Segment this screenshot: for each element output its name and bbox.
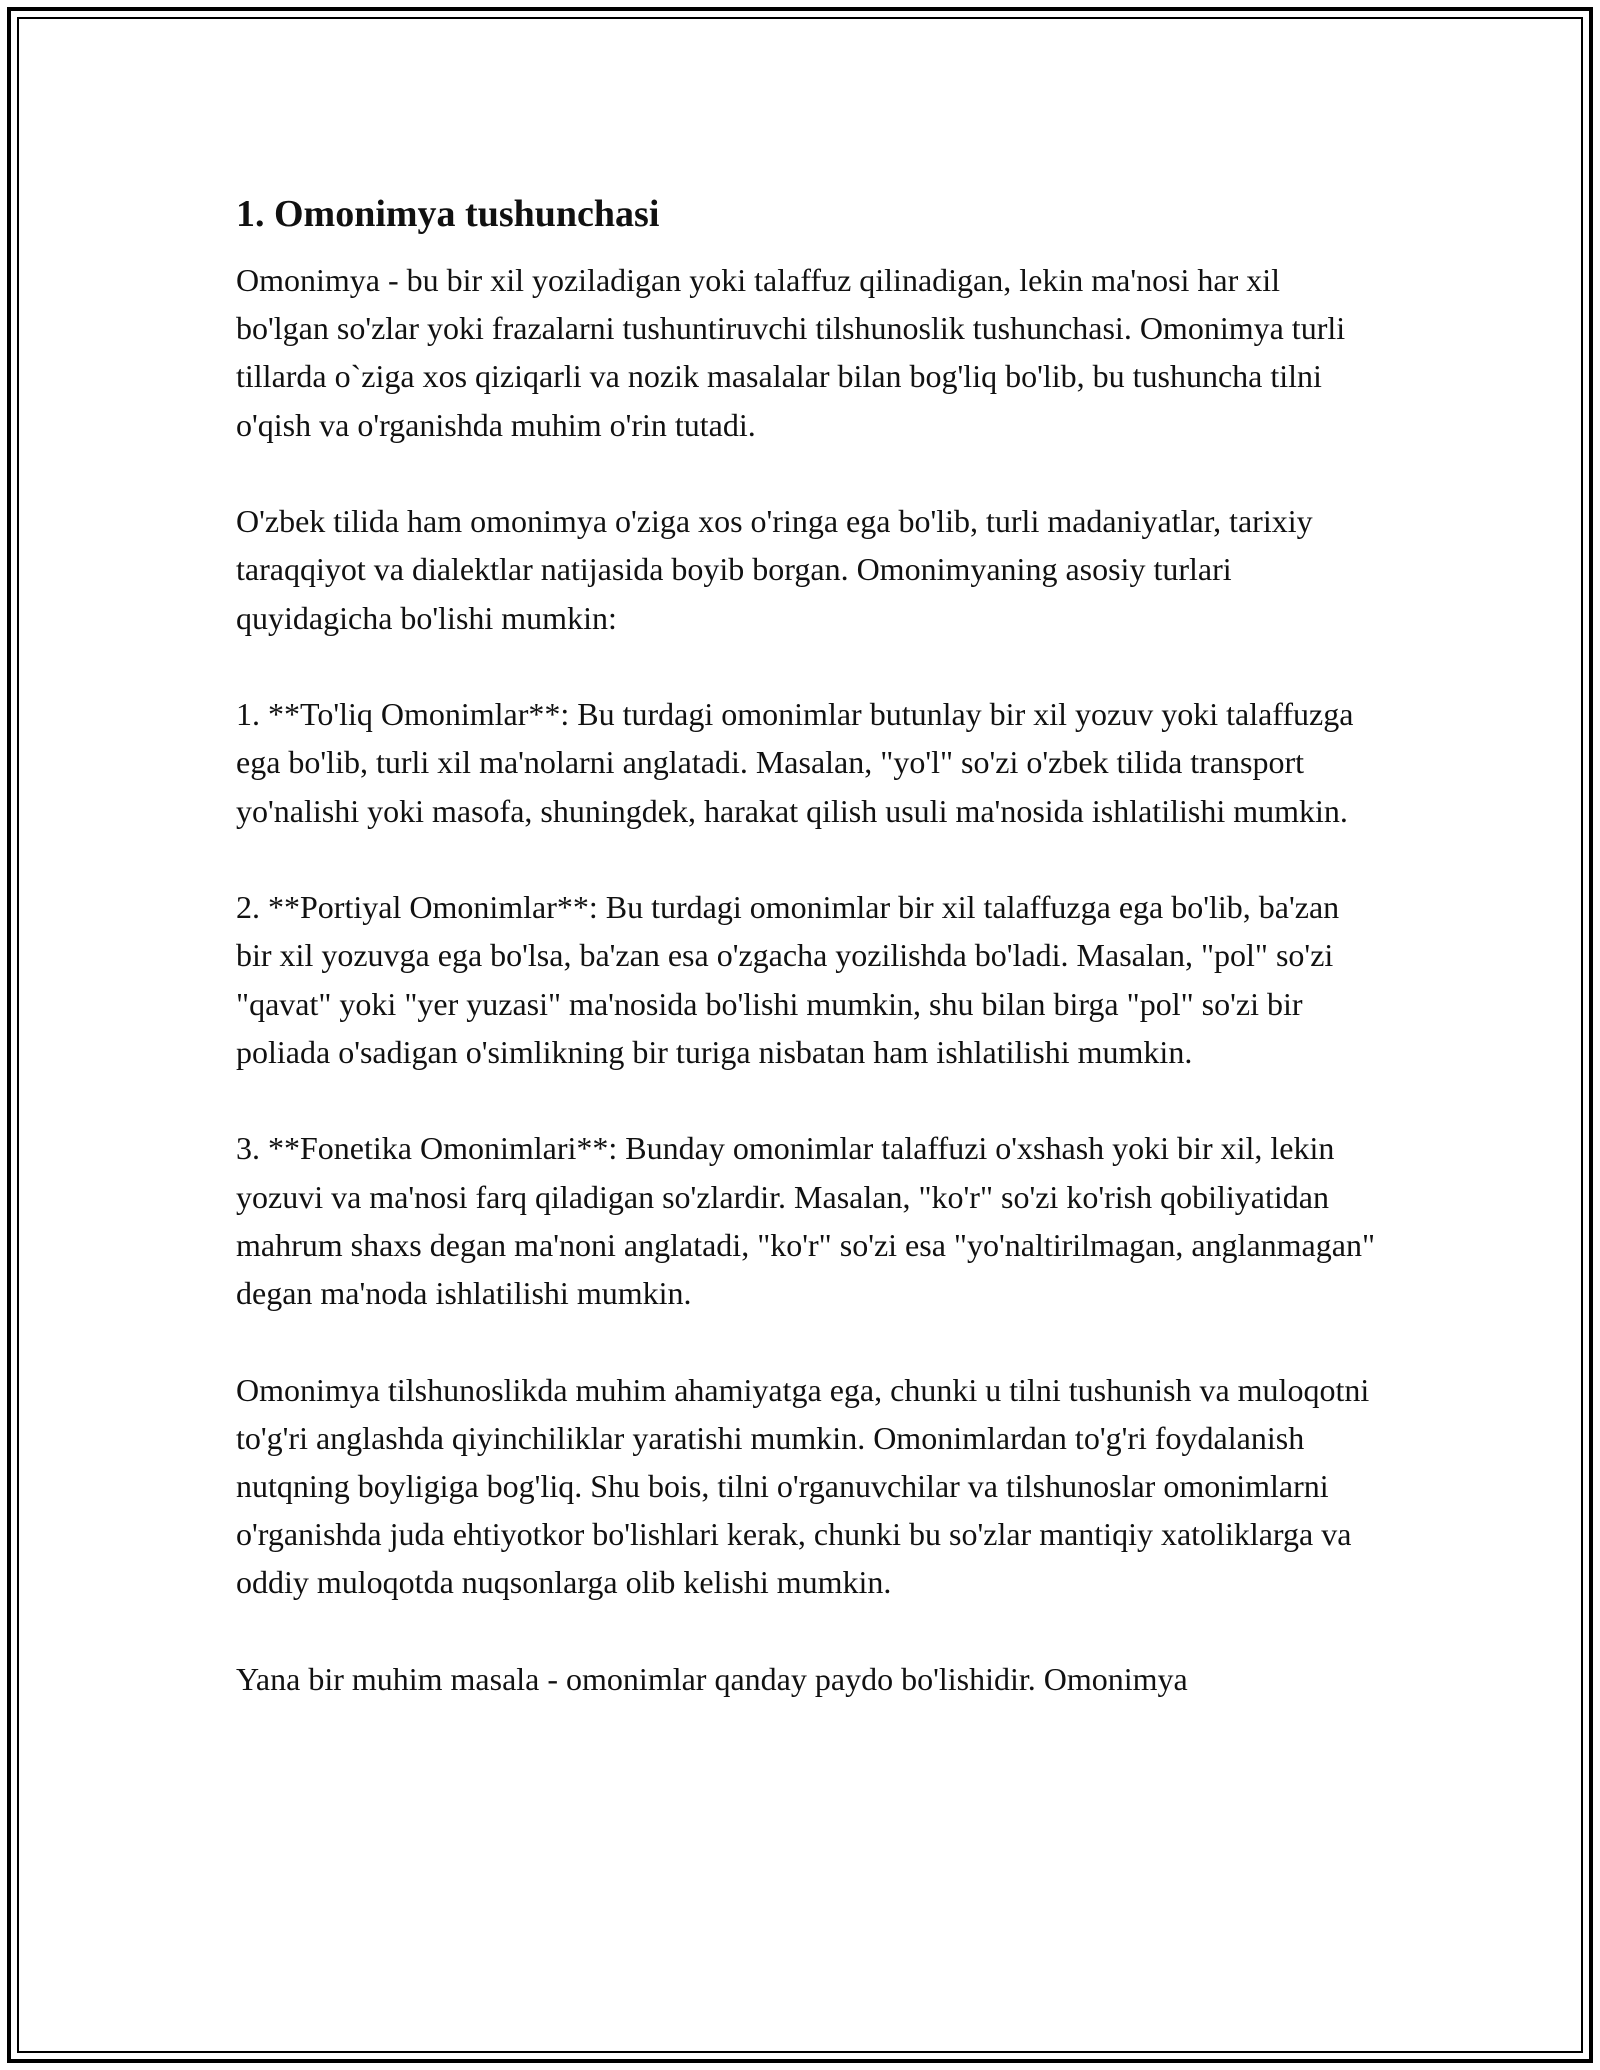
- paragraph-origin: Yana bir muhim masala - omonimlar qanday paydo bo'lishidir. Omonimya: [236, 1661, 1188, 1698]
- paragraph-importance: Omonimya tilshunoslikda muhim ahamiyatga ega, chunki u tilni tushunish va muloqotni to'g'ri anglashda qiyinchiliklar yaratishi mumkin. Omonimlardan to'g'ri foydalanish nutqning boyligiga bog'liq. Shu bois, tilni o'rganuvchilar va tilshunoslar omonimlarni o'rganishda juda ehtiyotkor bo'lishlari kerak, chunki bu so'zlar mantiqiy xatoliklarga va oddiy muloqotda nuqsonlarga olib kelishi mumkin.: [236, 1371, 1370, 1601]
- document-page: [236, 186, 1376, 1752]
- section-heading: 1. Omonimya tushunchasi: [236, 193, 660, 235]
- paragraph-partial-homonyms: 2. **Portiyal Omonimlar**: Bu turdagi omonimlar bir xil talaffuzga ega bo'lib, ba'zan bir xil yozuvga ega bo'lsa, ba'zan esa o'zgacha yozilishda bo'ladi. Masalan, "pol" so'zi "qavat" yoki "yer yuzasi" ma'nosida bo'lishi mumkin, shu bilan birga "pol" so'zi bir poliada o'sadigan o'simlikning bir turiga nisbatan ham ishlatilishi mumkin.: [236, 889, 1340, 1070]
- paragraph-phonetic-homonyms: 3. **Fonetika Omonimlari**: Bunday omonimlar talaffuzi o'xshash yoki bir xil, lekin yozuvi va ma'nosi farq qiladigan so'zlardir. Masalan, "ko'r" so'zi ko'rish qobiliyatidan mahrum shaxs degan ma'noni anglatadi, "ko'r" so'zi esa "yo'naltirilmagan, anglanmagan" degan ma'noda ishlatilishi mumkin.: [236, 1130, 1375, 1312]
- paragraph-definition: Omonimya - bu bir xil yoziladigan yoki talaffuz qilinadigan, lekin ma'nosi har xil bo'lgan so'zlar yoki frazalarni tushuntiruvchi tilshunoslik tushunchasi. Omonimya turli tillarda o`ziga xos qiziqarli va nozik masalalar bilan bog'liq bo'lib, bu tushuncha tilni o'qish va o'rganishda muhim o'rin tutadi.: [236, 262, 1346, 443]
- paragraph-full-homonyms: 1. **To'liq Omonimlar**: Bu turdagi omonimlar butunlay bir xil yozuv yoki talaffuzga ega bo'lib, turli xil ma'nolarni anglatadi. Masalan, "yo'l" so'zi o'zbek tilida transport yo'nalishi yoki masofa, shuningdek, harakat qilish usuli ma'nosida ishlatilishi mumkin.: [236, 696, 1354, 829]
- paragraph-uzbek-context: O'zbek tilida ham omonimya o'ziga xos o'ringa ega bo'lib, turli madaniyatlar, tarixiy taraqqiyot va dialektlar natijasida boyib borgan. Omonimyaning asosiy turlari quyidagicha bo'lishi mumkin:: [236, 503, 1313, 636]
